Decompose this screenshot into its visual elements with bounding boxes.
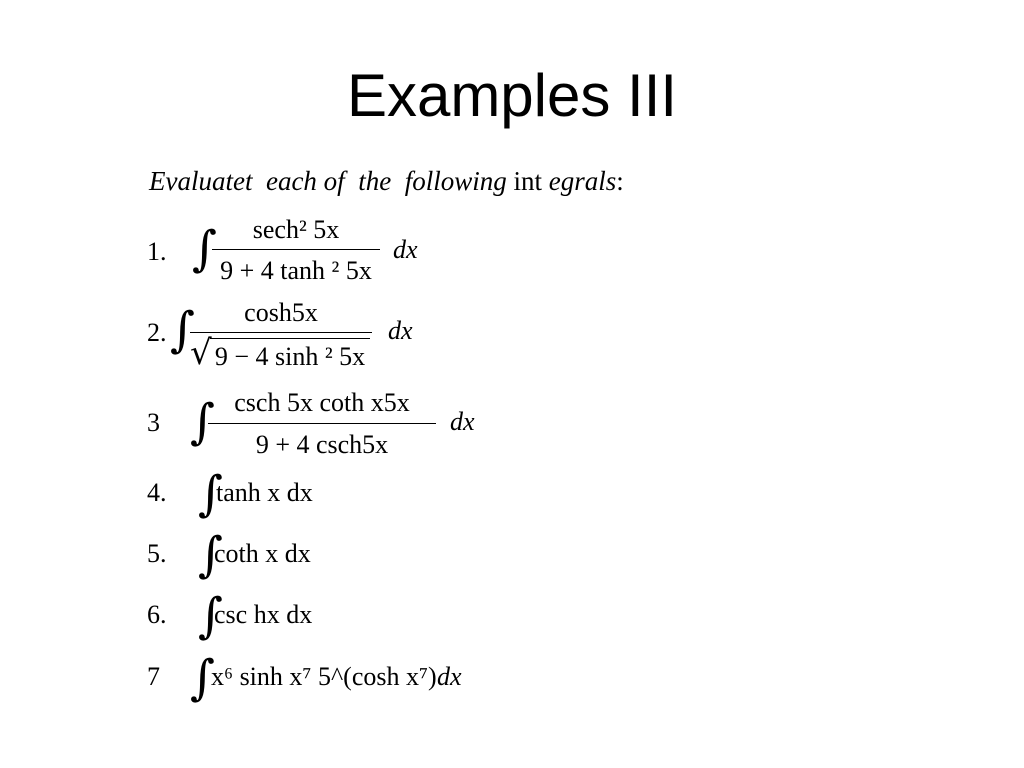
instruction-word-1: Evaluatet (149, 166, 253, 196)
fraction (212, 215, 380, 289)
integrand: coth x dx (214, 539, 311, 568)
differential: dx (388, 316, 413, 345)
fraction (190, 298, 372, 374)
fraction-numerator: csch 5x coth x5x (234, 388, 410, 417)
integral-sign-icon: ∫ (190, 650, 216, 706)
instruction-word-6: egrals (548, 166, 617, 196)
integral-sign-icon: ∫ (198, 466, 224, 522)
problem-number: 3 (147, 408, 160, 437)
fraction-denominator: 9 + 4 csch5x (255, 430, 389, 459)
differential: dx (437, 662, 462, 691)
fraction-denominator: 9 − 4 sinh ² 5x (214, 342, 366, 371)
fraction-bar (212, 249, 380, 250)
instruction-word-2: each of (265, 166, 345, 196)
fraction-denominator: 9 + 4 tanh ² 5x (220, 256, 372, 285)
fraction (208, 388, 436, 462)
integrand: csc hx dx (214, 600, 313, 629)
integral-sign-icon: ∫ (198, 527, 224, 583)
slide-title: Examples III (346, 62, 678, 129)
instruction-colon: : (616, 166, 624, 196)
fraction-bar (208, 423, 436, 424)
instruction-word-3: the (358, 166, 392, 196)
instruction-word-5: int (513, 166, 542, 196)
instruction-text (149, 163, 624, 199)
problem-number: 6. (147, 600, 167, 629)
differential: dx (450, 407, 475, 436)
integral-sign-icon: ∫ (190, 394, 216, 450)
fraction-numerator: cosh5x (244, 298, 318, 327)
radical-bar (210, 338, 370, 339)
problem-number: 2. (147, 318, 167, 347)
integral-sign-icon: ∫ (198, 588, 224, 644)
problem-number: 7 (147, 662, 160, 691)
fraction-bar (190, 332, 372, 333)
problem-number: 4. (147, 478, 167, 507)
differential: dx (393, 235, 418, 264)
integral-sign-icon: ∫ (170, 302, 196, 358)
integrand: x⁶ sinh x⁷ 5^(cosh x⁷) (211, 662, 437, 691)
instruction-word-4: following (404, 166, 507, 196)
problem-number: 5. (147, 539, 167, 568)
integrand: tanh x dx (216, 478, 313, 507)
problem-number: 1. (147, 237, 167, 266)
radical-icon: √ (190, 333, 212, 373)
integral-sign-icon: ∫ (192, 221, 218, 277)
fraction-numerator: sech² 5x (252, 215, 340, 244)
